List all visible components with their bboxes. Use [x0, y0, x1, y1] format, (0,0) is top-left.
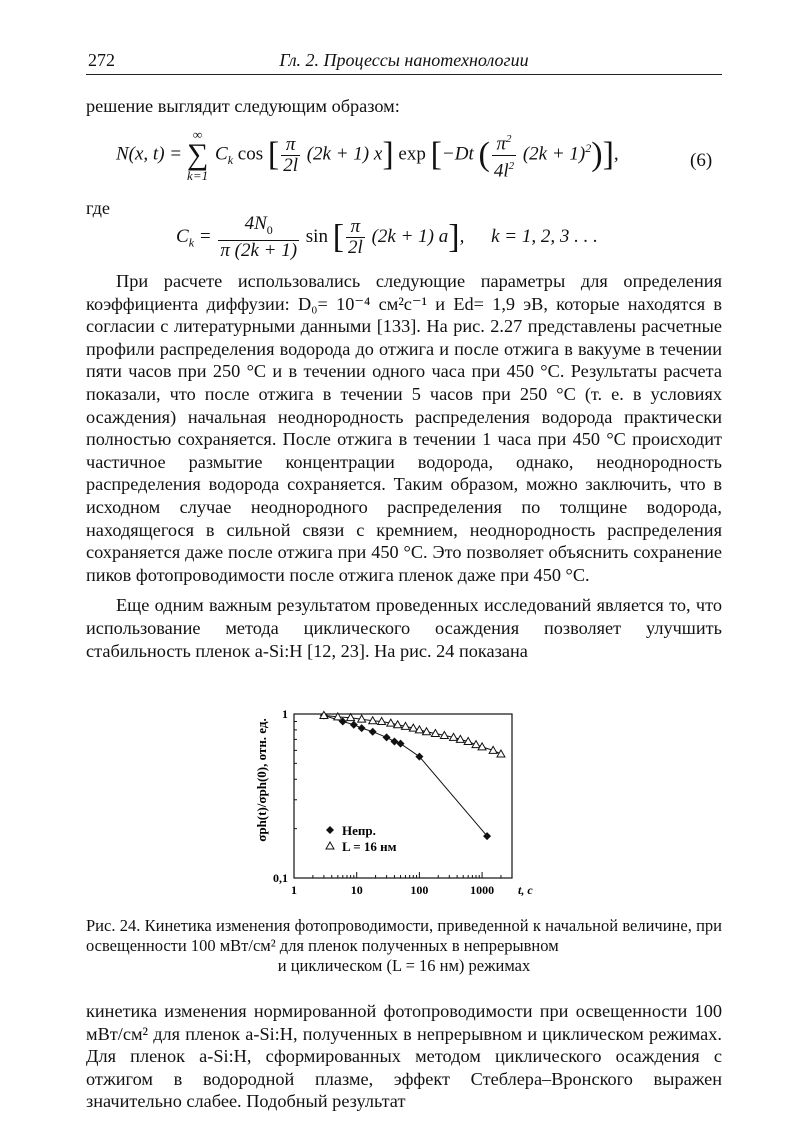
running-title: Гл. 2. Процессы нанотехнологии [279, 50, 529, 70]
equation-6: N(x, t) = ∞ ∑ k=1 $C_k$ cos [ $\frac{\pi}{2l}$ (2k + 1) x] exp [−Dt ( $\frac{\pi^2}{4l^2}$ $(2k + 1)^2$)], [116, 127, 619, 183]
chart-marks [320, 711, 505, 840]
body-text [86, 270, 722, 662]
data-point-continuous [350, 721, 358, 729]
data-point-cyclic [497, 750, 505, 757]
data-point-continuous [383, 733, 391, 741]
sum-symbol: ∞ ∑ k=1 [186, 127, 209, 183]
k-values: k = 1, 2, 3 . . . [491, 225, 598, 247]
x-axis-unit: t, с [518, 883, 533, 897]
chart-axes [273, 707, 512, 897]
data-point-continuous [369, 728, 377, 736]
where-label: где [86, 198, 111, 218]
series-line-1 [324, 715, 487, 836]
paragraph-1: При расчете использовались следующие параметры для определения коэффициента диффузии: D₀= 10⁻⁴ см²с⁻¹ и Ed= 1,9 эВ, которые находятся в согласии с литературными данными [133]. На рис. 2.27 представлены расчетные профили распределения водорода до отжига и после отжига в вакууме в течении пяти часов при 250 °C и в течении одного часа при 450 °C. Результаты расчета показали, что после отжига в течении 5 часов при 250 °C (т. е. в условиях осаждения) начальная неоднородность распределения водорода практически полностью сохраняется. После отжига в течении 1 часа при 450 °C происходит частичное размытие концентрации водорода, однако, неоднородность распределения водорода сохраняется. Таким образом, можно заключить, что в исходном случае неоднородного распределения по толщине водорода, находящегося в сильной связи с кремнием, неоднородность распределения сохраняется даже после отжига при 450 °C. Это позволяет объяснить сохранение пиков фотопроводимости после отжига пленок даже при 450 °C. [86, 271, 722, 585]
legend-marker-continuous [326, 826, 334, 834]
legend-label: L = 16 нм [342, 839, 397, 854]
photoconductivity-chart [250, 700, 550, 910]
plot-frame [294, 714, 512, 878]
y-axis-label: σph(t)/σph(0), отн. ед. [254, 718, 269, 842]
chart-legend [326, 823, 397, 854]
caption-line-1: Рис. 24. Кинетика изменения фотопроводимости, приведенной к начальной величине, при освещенности 100 мВт/см² для пленок полученных в непрерывном [86, 916, 722, 955]
legend-marker-cyclic [326, 842, 334, 849]
legend-label: Непр. [342, 823, 376, 838]
x-tick-label: 1 [291, 883, 297, 897]
y-tick-label: 0,1 [273, 871, 288, 885]
x-tick-label: 10 [350, 883, 363, 897]
paragraph-2: Еще одним важным результатом проведенных исследований является то, что использование метода циклического осаждения позволяет улучшить стабильность пленок a-Si:H [12, 23]. На рис. 24 показана [86, 595, 722, 661]
bottom-paragraph: кинетика изменения нормированной фотопроводимости при освещенности 100 мВт/см² для пленок a-Si:H, полученных в непрерывном и циклическом режимах. Для пленок a-Si:H, сформированных методом циклического осаждения с отжигом в водородной плазме, эффект Стеблера–Вронского выражен значительно слабее. Подобный результат [86, 1001, 722, 1112]
caption-line-2: и циклическом (L = 16 нм) режимах [277, 956, 531, 975]
data-point-continuous [358, 724, 366, 732]
data-point-cyclic [472, 741, 480, 748]
x-tick-label: 1000 [470, 883, 495, 897]
x-tick-label: 100 [410, 883, 429, 897]
figure-caption [86, 916, 722, 976]
y-tick-label: 1 [282, 707, 288, 721]
page-number: 272 [88, 50, 115, 70]
series-line-2 [324, 715, 501, 754]
equation-number: (6) [690, 150, 713, 171]
intro-line: решение выглядит следующим образом: [86, 96, 400, 116]
equation-ck: $C_k$ = $\frac{4N_0}{\pi (2k + 1)}$ sin [ $\frac{\pi}{2l}$ (2k + 1) a], k = 1, 2, 3 . . . [176, 213, 598, 261]
running-header [86, 50, 722, 75]
bottom-text [86, 1000, 722, 1113]
